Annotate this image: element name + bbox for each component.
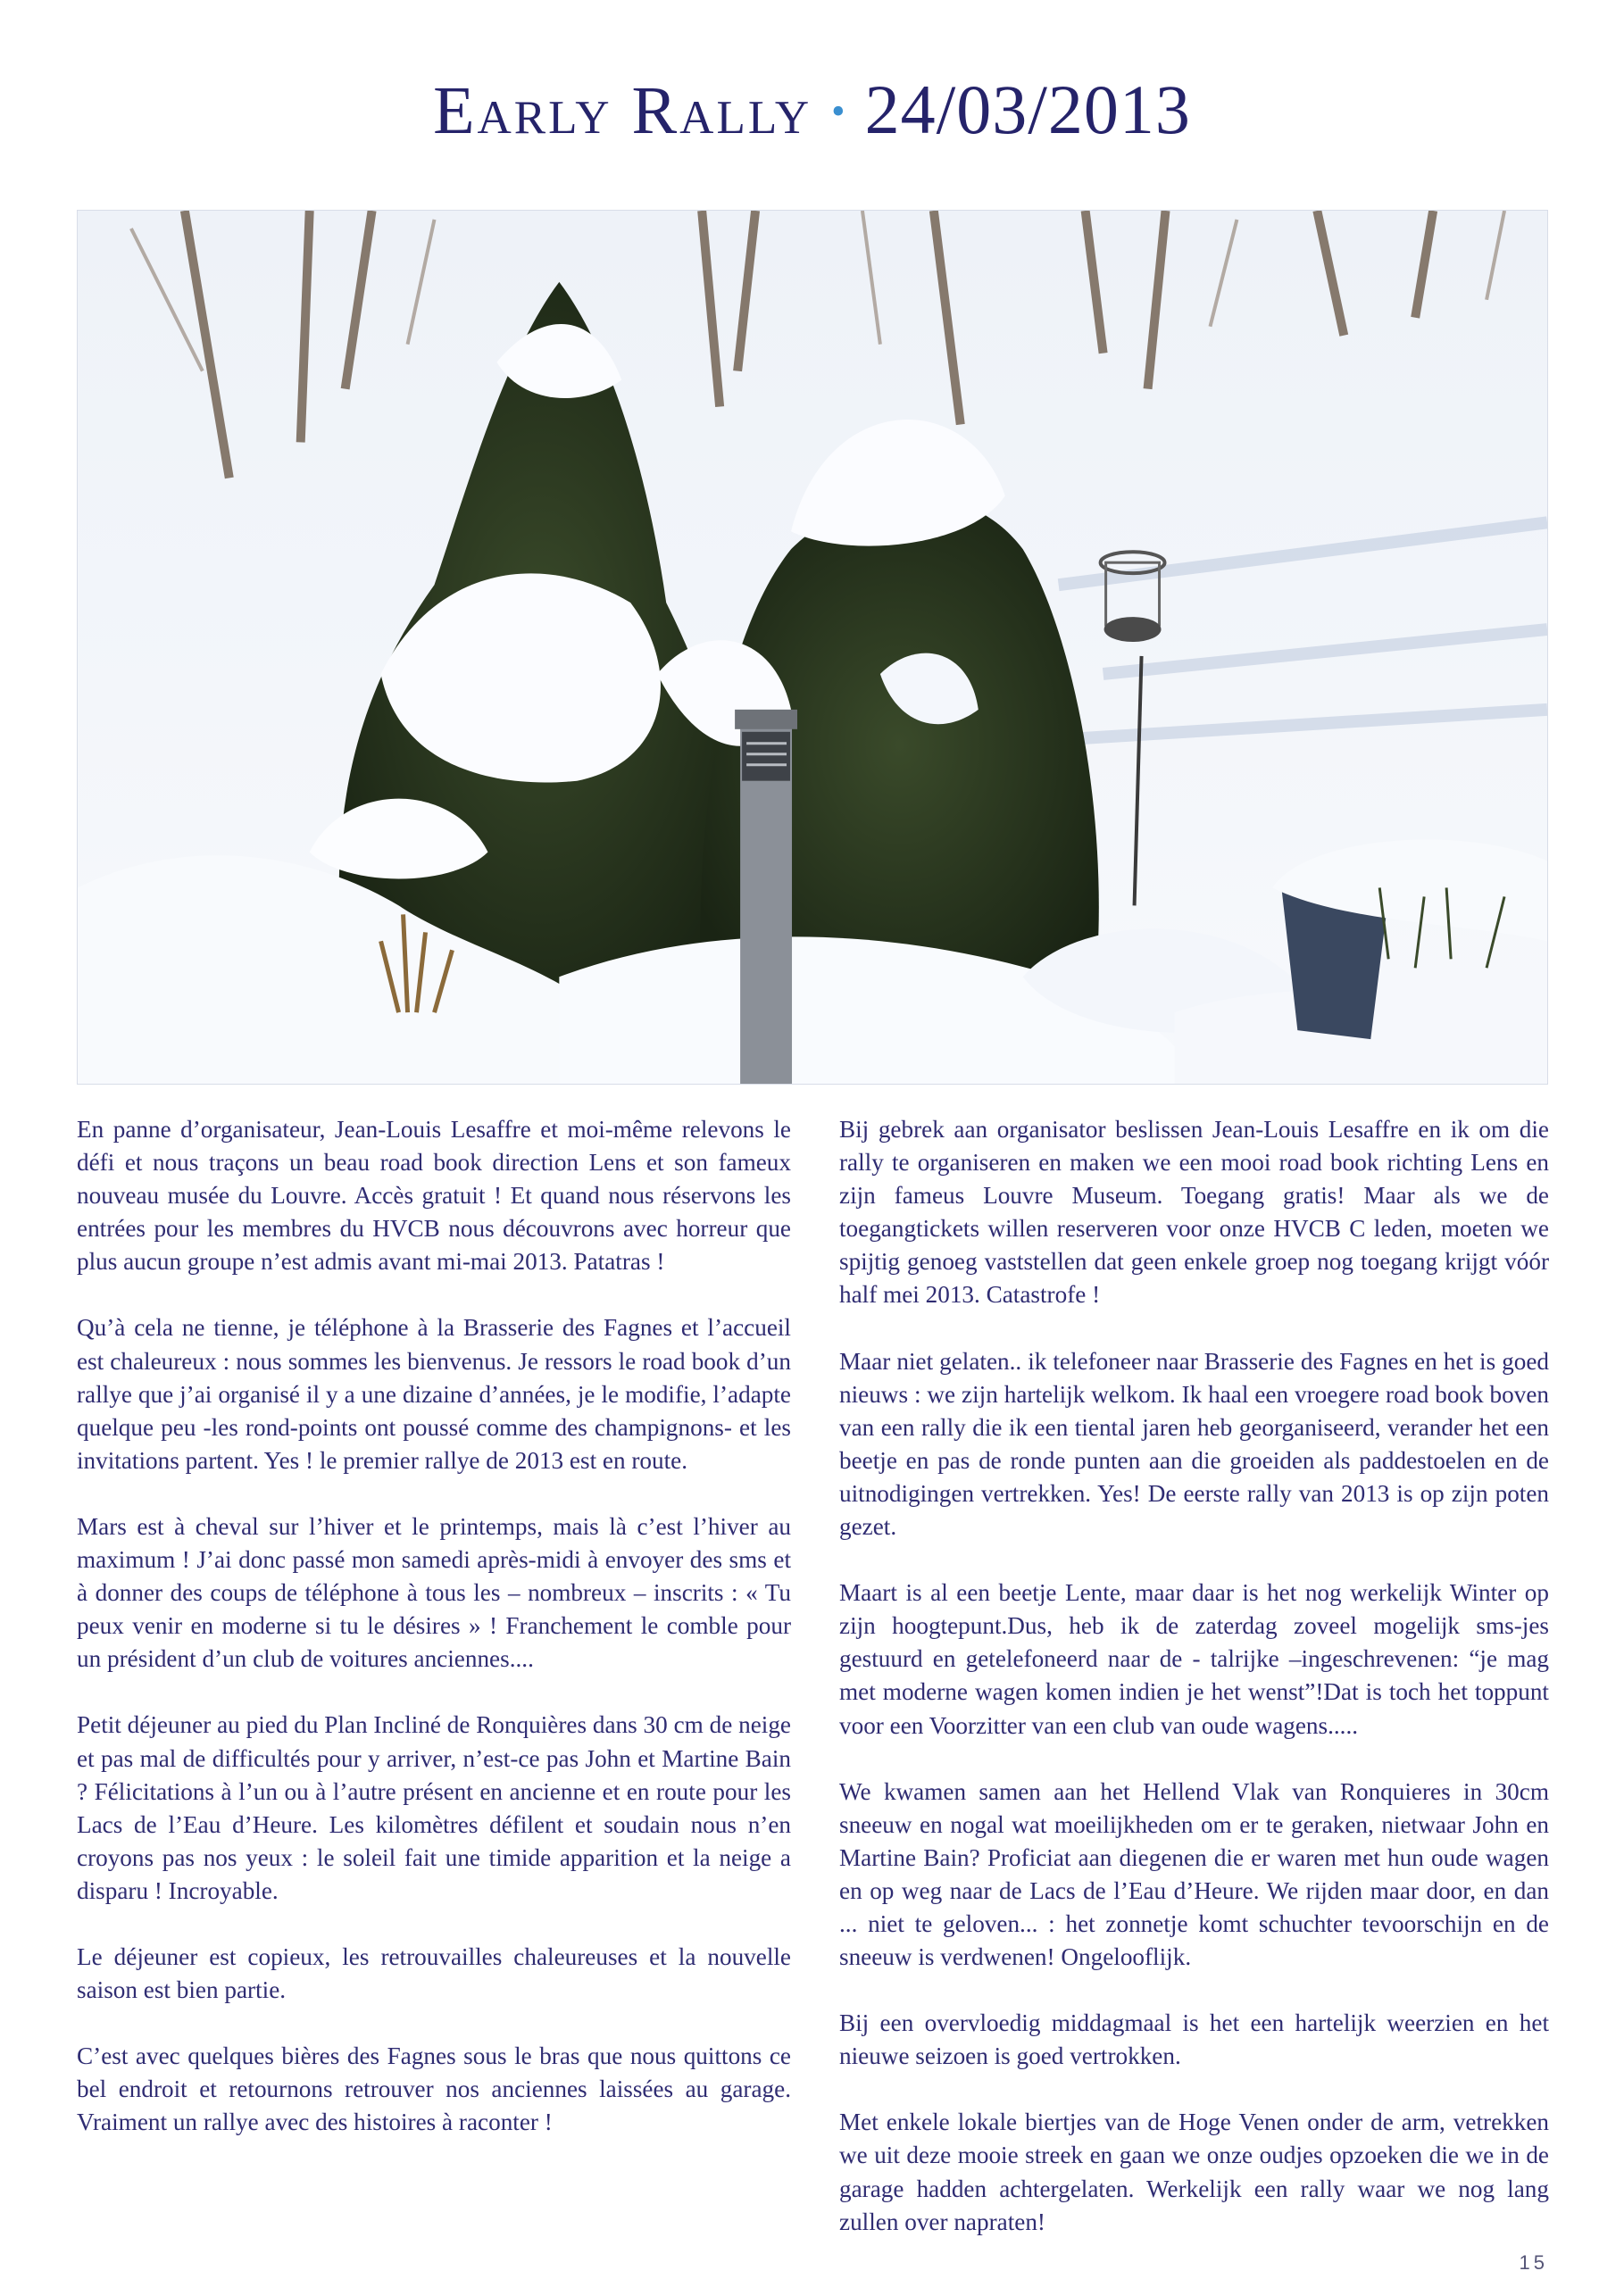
title-date: 24/03/2013: [864, 71, 1191, 148]
paragraph: Qu’à cela ne tienne, je téléphone à la Brasserie des Fagnes et l’accueil est chaleureux : nous sommes les bienvenus. Je ressors le road book d’un rallye que j’ai organisé il y a une dizaine d’années, je le modifie, l’adapte quelque peu -les rond-points ont poussé comme des champignons- et les invitations partent. Yes ! le premier rallye de 2013 est en route.: [77, 1314, 791, 1474]
paragraph: Met enkele lokale biertjes van de Hoge Venen onder de arm, vetrekken we uit deze mooie streek en gaan we onze oudjes opzoeken die we in de garage hadden achtergelaten. Werkelijk een rally waar we nog lang zullen over napraten!: [839, 2109, 1549, 2235]
article-dutch: [839, 1113, 1549, 2272]
paragraph: Maar niet gelaten.. ik telefoneer naar Brasserie des Fagnes en het is goed nieuws : we zijn hartelijk welkom. Ik haal een vroegere road book boven van een rally die ik een tiental jaren heb georganiseerd, verander het een beetje en pas de ronde punten aan die groeiden als paddestoelen en de uitnodigingen vertrekken. Yes! De eerste rally van 2013 is op zijn poten gezet.: [839, 1347, 1549, 1541]
title-text: Early Rally: [433, 73, 812, 148]
paragraph: C’est avec quelques bières des Fagnes sous le bras que nous quittons ce bel endroit et retournons retrouver nos anciennes laissées au garage. Vraiment un rallye avec des histoires à raconter !: [77, 2042, 791, 2136]
article-french: [77, 1113, 791, 2172]
page-number: 15: [1519, 2251, 1548, 2274]
paragraph: Petit déjeuner au pied du Plan Incliné de Ronquières dans 30 cm de neige et pas mal de difficultés pour y arriver, n’est-ce pas John et Martine Bain ? Félicitations à l’un ou à l’autre présent en ancienne et en route pour les Lacs de l’Eau d’Heure. Les kilomètres défilent et soudain nous n’en croyons pas nos yeux : le soleil fait une timide apparition et la neige a disparu ! Incroyable.: [77, 1711, 791, 1904]
paragraph: Mars est à cheval sur l’hiver et le printemps, mais là c’est l’hiver au maximum ! J’ai donc passé mon samedi après-midi à envoyer des sms et à donner des coups de téléphone à tous les – nombreux – inscrits : « Tu peux venir en moderne si tu le désires » ! Franchement le comble pour un président d’un club de voitures anciennes....: [77, 1512, 791, 1673]
paragraph: Bij gebrek aan organisator beslissen Jean-Louis Lesaffre en ik om die rally te organiseren en maken we een mooi road book richting Lens en zijn fameus Louvre Museum. Toegang gratis! Maar als we de toegangtickets willen reserveren voor onze HVCB C leden, moeten we spijtig genoeg vaststellen dat geen enkele groep nog toegang krijgt vóór half mei 2013. Catastrofe !: [839, 1116, 1549, 1309]
paragraph: Maart is al een beetje Lente, maar daar is het nog werkelijk Winter op zijn hoogtepunt.Dus, heb ik de zaterdag zoveel mogelijk sms-jes gestuurd en getelefoneerd naar de - talrijke –ingeschrevenen: “je mag met moderne wagen komen indien je het wenst”!Dat is toch het toppunt voor een Voorzitter van een club van oude wagens.....: [839, 1579, 1549, 1739]
photo-illustration: [78, 211, 1547, 1084]
paragraph: Le déjeuner est copieux, les retrouvailles chaleureuses et la nouvelle saison est bien partie.: [77, 1942, 791, 2004]
snow-garden-photo: [77, 210, 1548, 1085]
page-title: [0, 70, 1624, 150]
paragraph: En panne d’organisateur, Jean-Louis Lesaffre et moi-même relevons le défi et nous traçons un beau road book direction Lens et son fameux nouveau musée du Louvre. Accès gratuit ! Et quand nous réservons les entrées pour les membres du HVCB nous découvrons avec horreur que plus aucun groupe n’est admis avant mi-mai 2013. Patatras !: [77, 1116, 791, 1276]
paragraph: We kwamen samen aan het Hellend Vlak van Ronquieres in 30cm sneeuw en nogal wat moeilijkheden om er te geraken, nietwaar John en Martine Bain? Proficiat aan diegenen die er waren met hun oude wagen en op weg naar de Lacs de l’Eau d’Heure. We rijden maar door, en dan ... niet te geloven... : het zonnetje komt schuchter tevoorschijn en de sneeuw is verdwenen! Ongelooflijk.: [839, 1777, 1549, 1971]
title-separator: •: [831, 89, 845, 133]
paragraph: Bij een overvloedig middagmaal is het een hartelijk weerzien en het nieuwe seizoen is goed vertrokken.: [839, 2009, 1549, 2070]
